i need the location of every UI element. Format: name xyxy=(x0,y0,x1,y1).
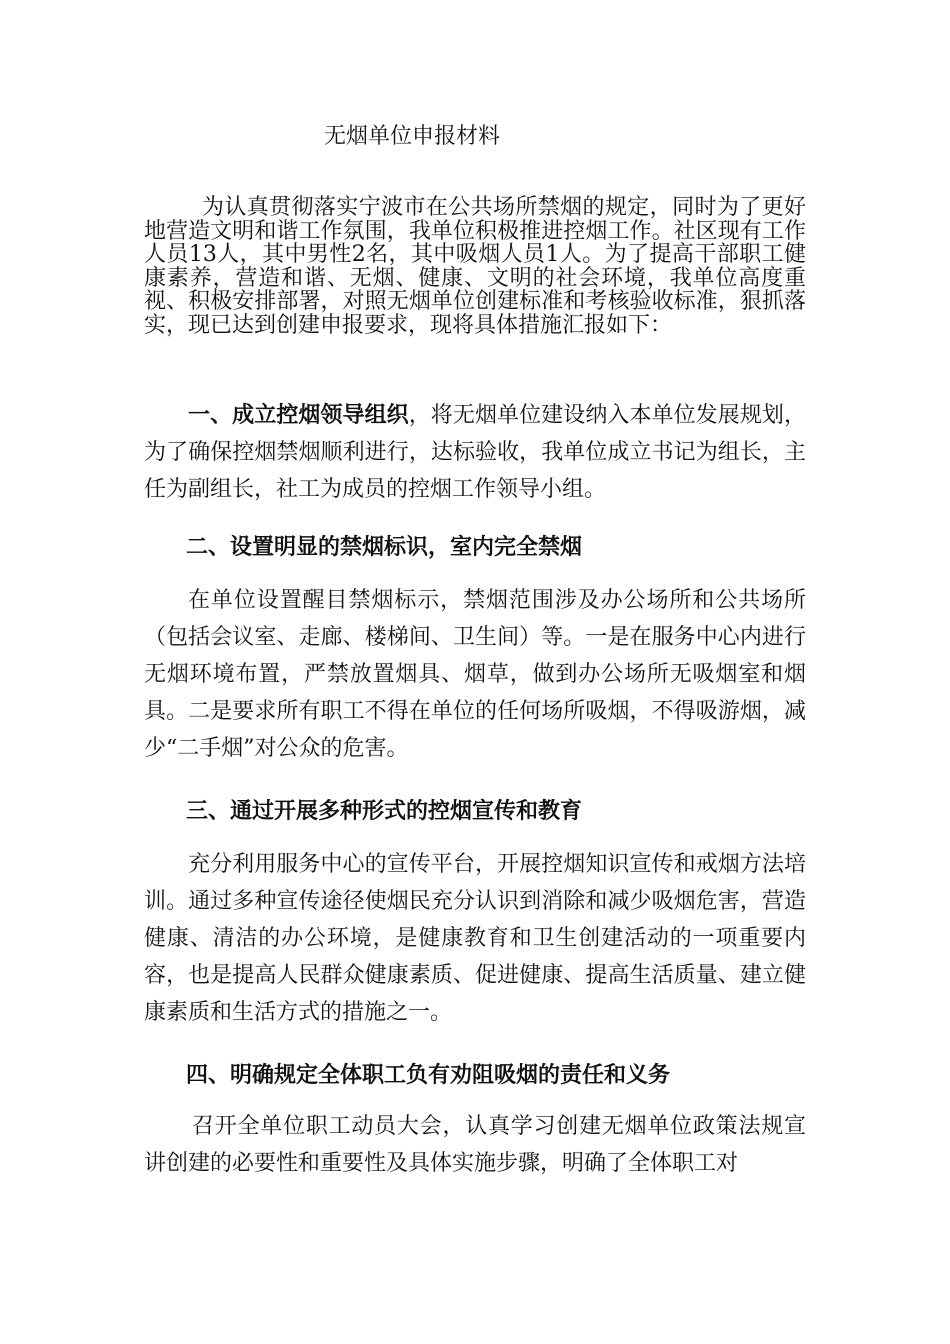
section-3-body: 充分利用服务中心的宣传平台，开展控烟知识宣传和戒烟方法培训。通过多种宣传途径使烟民充分认识到消除和减少吸烟危害，营造健康、清洁的办公环境，是健康教育和卫生创建活动的一项重要内容，也是提高人民群众健康素质、促进健康、提高生活质量、建立健康素质和生活方式的措施之一。 xyxy=(144,852,806,1025)
section-4-body: 召开全单位职工动员大会，认真学习创建无烟单位政策法规宣讲创建的必要性和重要性及具体实施步骤，明确了全体职工对 xyxy=(144,1114,806,1176)
intro-paragraph: 为认真贯彻落实宁波市在公共场所禁烟的规定，同时为了更好地营造文明和谐工作氛围，我单位积极推进控烟工作。社区现有工作人员13人，其中男性2名，其中吸烟人员1人。为了提高干部职工健康素养，营造和谐、无烟、健康、文明的社会环境，我单位高度重视、积极安排部署，对照无烟单位创建标准和考核验收标准，狠抓落实，现已达到创建申报要求，现将具体措施汇报如下： xyxy=(144,195,806,338)
section-1-paragraph xyxy=(144,397,806,508)
section-1-heading: 一、成立控烟领导组织 xyxy=(188,402,409,428)
section-2-body: 在单位设置醒目禁烟标示，禁烟范围涉及办公场所和公共场所（包括会议室、走廊、楼梯间、卫生间）等。一是在服务中心内进行无烟环境布置，严禁放置烟具、烟草，做到办公场所无吸烟室和烟具。二是要求所有职工不得在单位的任何场所吸烟，不得吸游烟，减少“二手烟”对公众的危害。 xyxy=(144,588,806,761)
section-1-body: ，将无烟单位建设纳入本单位发展规划，为了确保控烟禁烟顺利进行，达标验收，我单位成立书记为组长，主任为副组长，社工为成员的控烟工作领导小组。 xyxy=(144,403,806,502)
section-2-heading: 二、设置明显的禁烟标识，室内完全禁烟 xyxy=(186,534,583,560)
section-4-heading: 四、明确规定全体职工负有劝阻吸烟的责任和义务 xyxy=(186,1062,671,1088)
section-3-heading: 三、通过开展多种形式的控烟宣传和教育 xyxy=(186,798,583,824)
document-title: 无烟单位申报材料 xyxy=(324,124,501,149)
